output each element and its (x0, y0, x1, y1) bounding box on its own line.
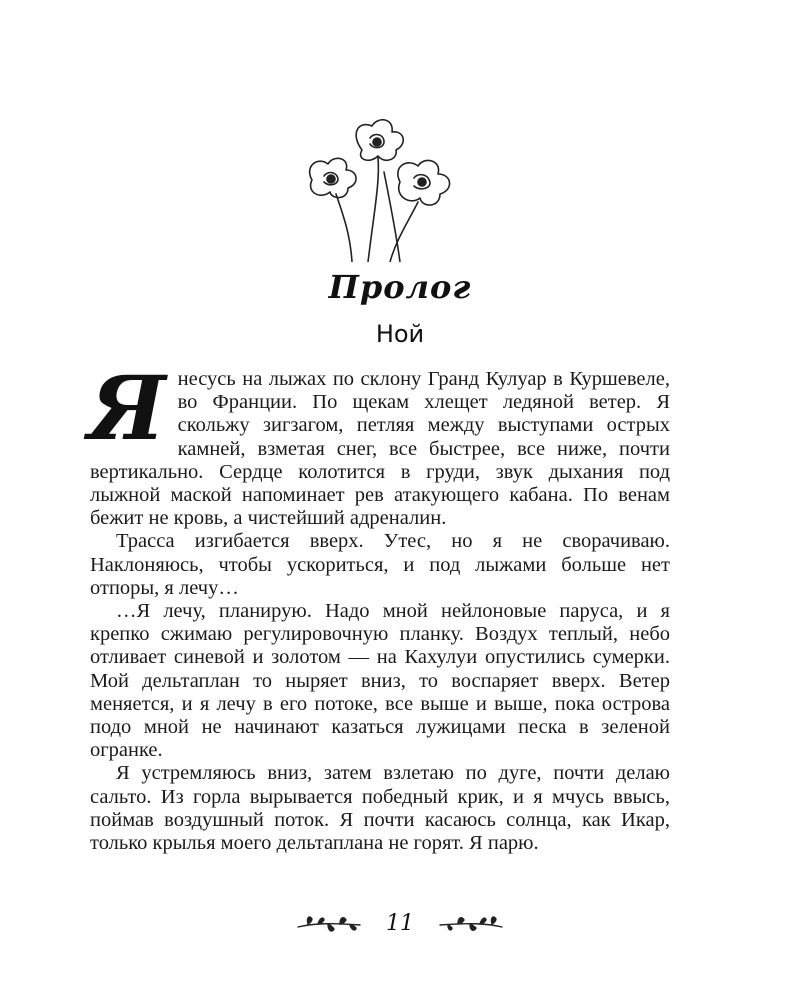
left-leaf-sprig-icon (294, 911, 364, 935)
page-number: 11 (386, 910, 414, 936)
paragraph-1-text: несусь на лыжах по склону Гранд Кулуар в Куршевеле, во Франции. По щекам хлещет ледяной ветер. Я скольжу зигзагом, петляя между выступами острых камней, взметая снег, все быстрее, все ниже, почти вертикально. Сердце колотится в груди, звук дыхания под лыжной маской напоминает рев атакующего кабана. По венам бежит не кровь, а чистейший адреналин. (90, 368, 670, 530)
chapter-subtitle: Ной (375, 320, 425, 348)
page-footer (0, 908, 800, 938)
chapter-text (88, 356, 670, 855)
chapter-title: Пролог (328, 268, 472, 306)
right-leaf-sprig-icon (436, 911, 506, 935)
paragraph-4: Я устремляюсь вниз, затем взлетаю по дуге, почти делаю сальто. Из горла вырывается победный крик, и я мчусь ввысь, поймав воздушный поток. Я почти касаюсь солнца, как Икар, только крылья моего дельтаплана не горят. Я парю. (90, 762, 670, 855)
paragraph-1 (88, 356, 670, 530)
drop-cap: Я (88, 356, 166, 460)
paragraph-2: Трасса изгибается вверх. Утес, но я не сворачиваю. Наклоняюсь, чтобы ускориться, и под лыжами больше нет отпоры, я лечу… (90, 530, 670, 599)
poppy-flowers-illustration (300, 112, 470, 262)
paragraph-3: …Я лечу, планирую. Надо мной нейлоновые паруса, и я крепко сжимаю регулировочную планку. Воздух теплый, небо отливает синевой и золотом — на Кахулуи опустились сумерки. Мой дельтаплан то ныряет вниз, то воспаряет вверх. Ветер меняется, и я лечу в его потоке, все выше и выше, пока острова подо мной не начинают казаться лужицами песка в зеленой огранке. (90, 600, 670, 762)
